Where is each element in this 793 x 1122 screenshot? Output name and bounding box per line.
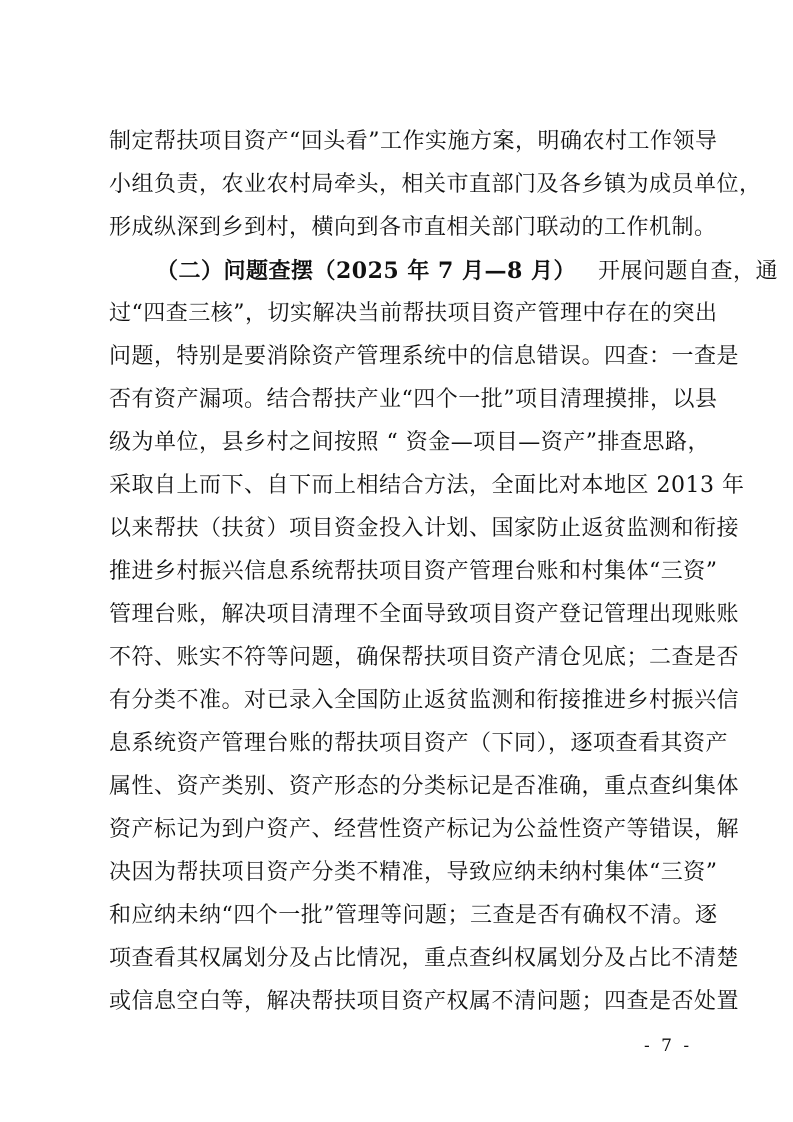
body-text-line: 管理台账，解决项目清理不全面导致项目资产登记管理出现账账 xyxy=(109,602,740,627)
section-heading: （二）问题查摆（2025 年 7 月—8 月） xyxy=(156,258,576,284)
page-number: - 7 - xyxy=(644,1036,693,1056)
body-text-line: 有分类不准。对已录入全国防止返贫监测和衔接推进乡村振兴信 xyxy=(109,688,740,713)
body-text-line: 以来帮扶（扶贫）项目资金投入计划、国家防止返贫监测和衔接 xyxy=(109,516,740,541)
body-text-line: 属性、资产类别、资产形态的分类标记是否准确，重点查纠集体 xyxy=(109,774,740,799)
body-text-line: 形成纵深到乡到村，横向到各市直相关部门联动的工作机制。 xyxy=(109,215,717,240)
body-text-line: 不符、账实不符等问题，确保帮扶项目资产清仓见底；二查是否 xyxy=(109,645,740,670)
body-text-line: 推进乡村振兴信息系统帮扶项目资产管理台账和村集体“三资” xyxy=(109,559,718,584)
body-text-line: 级为单位，县乡村之间按照 “ 资金—项目—资产”排查思路， xyxy=(109,430,710,455)
body-text-line: 决因为帮扶项目资产分类不精准，导致应纳未纳村集体“三资” xyxy=(109,860,718,885)
body-text-line: 息系统资产管理台账的帮扶项目资产（下同），逐项查看其资产 xyxy=(109,731,729,756)
body-text-line: 制定帮扶项目资产“回头看”工作实施方案，明确农村工作领导 xyxy=(109,129,718,154)
body-text-line: 项查看其权属划分及占比情况，重点查纠权属划分及占比不清楚 xyxy=(109,946,740,971)
body-text-line: 采取自上而下、自下而上相结合方法，全面比对本地区 2013 年 xyxy=(109,473,745,498)
body-text-line: 或信息空白等，解决帮扶项目资产权属不清问题；四查是否处置 xyxy=(109,989,740,1014)
body-text-line: 和应纳未纳“四个一批”管理等问题；三查是否有确权不清。逐 xyxy=(109,903,718,928)
body-text-line: 问题，特别是要消除资产管理系统中的信息错误。四查：一查是 xyxy=(109,344,740,369)
body-text-line: 资产标记为到户资产、经营性资产标记为公益性资产等错误，解 xyxy=(109,817,740,842)
body-text-line: 过“四查三核”，切实解决当前帮扶项目资产管理中存在的突出 xyxy=(109,301,718,326)
section-heading-line xyxy=(156,252,778,290)
body-text-line: 小组负责，农业农村局牵头，相关市直部门及各乡镇为成员单位， xyxy=(109,172,762,197)
section-first-line-text: 开展问题自查，通 xyxy=(597,259,778,284)
body-text-line: 否有资产漏项。结合帮扶产业“四个一批”项目清理摸排，以县 xyxy=(109,387,718,412)
